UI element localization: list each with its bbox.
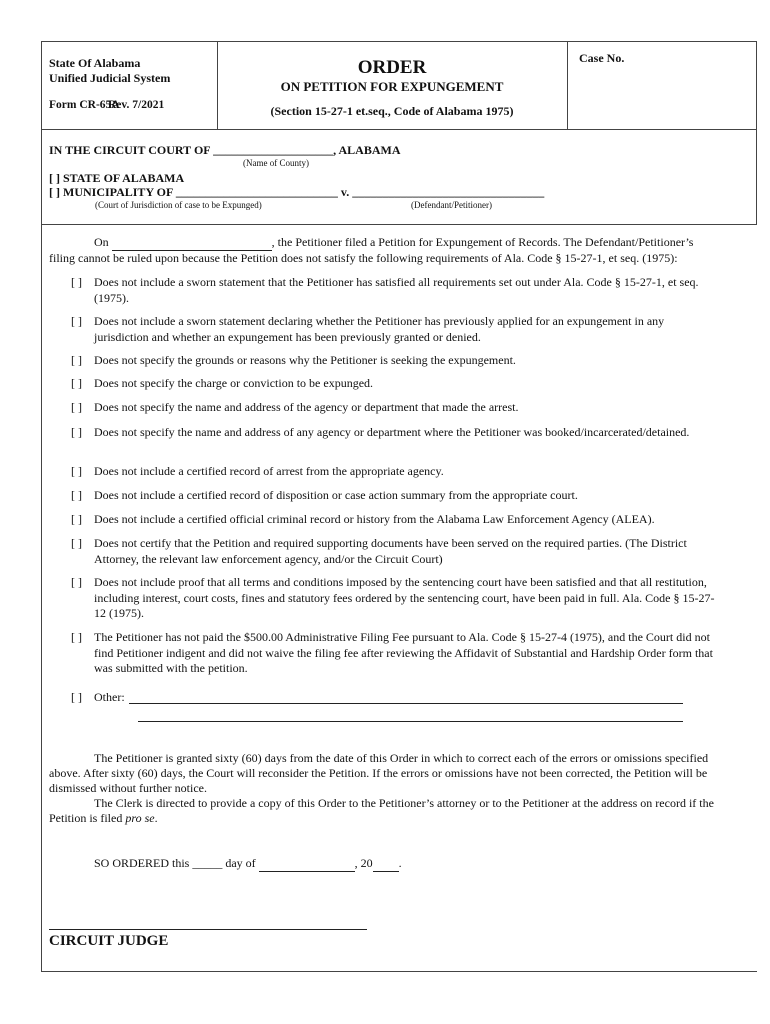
intro-paragraph (49, 235, 721, 266)
requirement-item[interactable] (71, 400, 717, 416)
page-subtitle: ON PETITION FOR EXPUNGEMENT (280, 79, 504, 94)
requirement-item[interactable] (71, 512, 717, 528)
case-number-label: Case No. (579, 51, 625, 65)
agency-system: Unified Judicial System (49, 71, 171, 85)
requirement-checkbox[interactable]: [ ] (71, 314, 82, 328)
requirement-text: Does not include a certified record of arrest from the appropriate agency. (94, 464, 444, 478)
agency-state: State Of Alabama (49, 56, 141, 70)
requirement-text: Does not specify the grounds or reasons why the Petitioner is seeking the expungement. (94, 353, 516, 367)
case-number-block[interactable] (567, 41, 757, 129)
agency-block (41, 41, 218, 129)
requirement-text: Does not include a sworn statement declaring whether the Petitioner has previously applied for an expungement in any jurisdiction and whether an expungement has been previously granted or denied. (94, 314, 665, 344)
title-block (217, 41, 568, 129)
requirement-item[interactable] (71, 353, 717, 369)
form-number: Form CR-65A (49, 99, 120, 111)
requirement-checkbox[interactable]: [ ] (71, 400, 82, 414)
requirement-checkbox[interactable]: [ ] (71, 425, 82, 439)
requirement-item[interactable] (71, 425, 717, 441)
pro-se-text: pro se (125, 811, 155, 825)
requirement-item[interactable] (71, 630, 717, 677)
other-field-line-2[interactable] (138, 721, 683, 722)
requirement-item[interactable] (71, 314, 717, 345)
requirement-checkbox[interactable]: [ ] (71, 488, 82, 502)
requirement-item[interactable] (71, 536, 717, 567)
requirement-text: The Petitioner has not paid the $500.00 Administrative Filing Fee pursuant to Ala. Code § 15-27-4 (1975), and the Court did not find Petitioner indigent and did not waive the filing fee after reviewing the Affidavit of Substantial and Hardship Order form that was submitted with the petition. (94, 630, 713, 675)
municipality-line[interactable]: [ ] MUNICIPALITY OF ___________________________ v. ________________________________ (49, 185, 545, 199)
clerk-paragraph (49, 796, 721, 826)
other-label: Other: (94, 690, 125, 704)
requirement-checkbox[interactable]: [ ] (71, 536, 82, 550)
requirement-checkbox[interactable]: [ ] (71, 275, 82, 289)
requirement-text: Does not include a certified official criminal record or history from the Alabama Law Enforcement Agency (ALEA). (94, 512, 655, 526)
requirement-checkbox[interactable]: [ ] (71, 353, 82, 367)
so-ordered-end: . (398, 856, 402, 870)
closing-paragraph: The Petitioner is granted sixty (60) days from the date of this Order in which to correct each of the errors or omissions specified above. After sixty (60) days, the Court will reconsider the Petition. If the errors or omissions have not been corrected, the Petition will be dismissed without further notice. (49, 751, 709, 795)
jurisdiction-caption: (Court of Jurisdiction of case to be Expunged) (95, 200, 262, 210)
intro-text: , the Petitioner filed a Petition for Expungement of Records. The Defendant/Petitioner’s filing cannot be ruled upon because the Petition does not satisfy the following requirements of Ala. Code § 15-27-1, et seq. (1975): (49, 235, 694, 265)
requirement-checkbox[interactable]: [ ] (71, 630, 82, 644)
requirement-item[interactable] (71, 376, 717, 392)
order-month-field[interactable] (259, 856, 355, 872)
circuit-court-line[interactable]: IN THE CIRCUIT COURT OF ____________________, ALABAMA (49, 143, 401, 157)
requirement-text: Does not specify the charge or conviction to be expunged. (94, 376, 374, 390)
requirement-item[interactable] (71, 488, 717, 504)
county-caption: (Name of County) (243, 158, 309, 168)
requirement-item[interactable] (71, 275, 717, 306)
defendant-caption: (Defendant/Petitioner) (411, 200, 492, 210)
requirement-checkbox[interactable]: [ ] (71, 464, 82, 478)
requirement-text: Does not include proof that all terms and conditions imposed by the sentencing court have been satisfied and that all restitution, including interest, court costs, fines and statutory fees ordered by the sentencing court, have been paid in full. Ala. Code § 15-27-12 (1975). (94, 575, 715, 620)
form-header (41, 41, 757, 130)
petition-date-field[interactable] (112, 235, 272, 251)
requirement-text: Does not include a sworn statement that the Petitioner has satisfied all requirements set out under Ala. Code § 15-27-1, et seq. (1975). (94, 275, 699, 305)
requirement-item[interactable] (71, 575, 717, 622)
requirement-checkbox[interactable]: [ ] (71, 575, 82, 589)
form-revision: Rev. 7/2021 (108, 99, 165, 111)
requirement-text: Does not certify that the Petition and required supporting documents have been served on the required parties. (The District Attorney, the relevant law enforcement agency, and/or the Circuit Court) (94, 536, 687, 566)
order-year-field[interactable] (373, 856, 399, 872)
order-form (41, 41, 757, 972)
court-caption (41, 129, 757, 225)
statute-reference: (Section 15-27-1 et.seq., Code of Alabama 1975) (270, 104, 514, 118)
intro-on: On (94, 235, 109, 249)
page-title: ORDER (357, 57, 427, 78)
so-ordered-text: SO ORDERED this _____ day of (94, 856, 256, 870)
so-ordered-year: , 20 (354, 856, 373, 870)
clerk-text-end: . (154, 811, 158, 825)
requirement-checkbox[interactable]: [ ] (71, 376, 82, 390)
requirement-text: Does not specify the name and address of any agency or department where the Petitioner was booked/incarcerated/detained. (94, 425, 690, 439)
requirement-checkbox[interactable]: [ ] (71, 512, 82, 526)
border-bottom (41, 971, 757, 972)
clerk-text: The Clerk is directed to provide a copy of this Order to the Petitioner’s attorney or to the Petitioner at the address on record if the Petition is filed (49, 796, 714, 825)
state-of-alabama-checkbox[interactable]: [ ] STATE OF ALABAMA (49, 171, 185, 185)
requirement-text: Does not specify the name and address of the agency or department that made the arrest. (94, 400, 519, 414)
other-checkbox[interactable]: [ ] (71, 690, 82, 704)
requirement-item[interactable] (71, 464, 717, 480)
judge-signature-line[interactable] (49, 929, 367, 930)
so-ordered-line (94, 856, 714, 872)
requirement-text: Does not include a certified record of disposition or case action summary from the appropriate court. (94, 488, 578, 502)
judge-label: CIRCUIT JUDGE (49, 933, 169, 949)
other-field-line-1[interactable] (129, 703, 683, 704)
